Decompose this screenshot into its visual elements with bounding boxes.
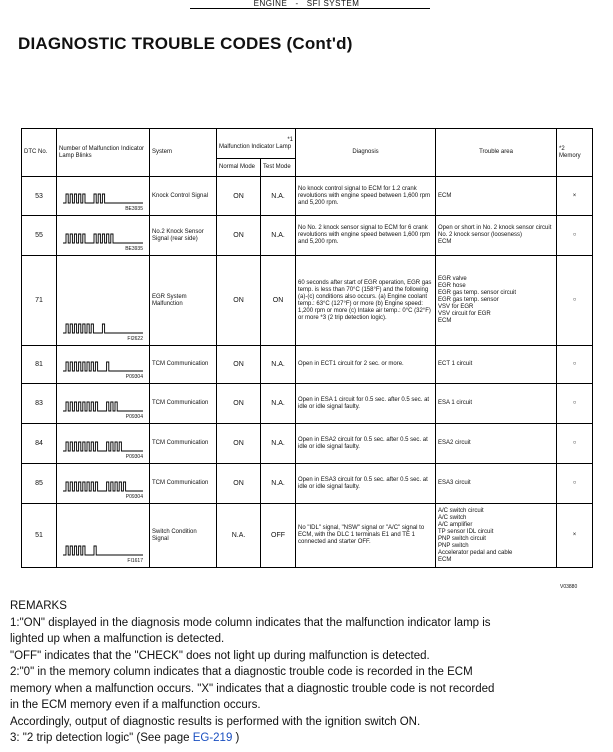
trouble-item: TP sensor IDL circuit	[438, 528, 494, 535]
header-normal: Normal Mode	[217, 159, 261, 177]
memory-cell: ×	[557, 177, 593, 216]
trouble-cell	[436, 504, 557, 568]
fig-code: P09304	[125, 413, 143, 420]
remarks-line-1: 1:"ON" displayed in the diagnosis mode column indicates that the malfunction indicator lamp is	[10, 616, 491, 629]
normal-mode-cell: ON	[217, 346, 261, 384]
blink-cell	[57, 424, 150, 464]
header-mil-label: Malfunction Indicator Lamp	[219, 143, 292, 150]
trouble-item: Accelerator pedal and cable	[438, 549, 513, 556]
blink-cell	[57, 384, 150, 424]
trouble-item: PNP switch circuit	[438, 535, 486, 542]
remarks-line-7: Accordingly, output of diagnostic results is performed with the ignition switch ON.	[10, 715, 421, 728]
fig-code: P09304	[125, 373, 143, 380]
page-link-eg219[interactable]: EG-219	[192, 732, 233, 744]
dtc-code: 53	[22, 177, 57, 216]
trouble-item: PNP switch	[438, 542, 469, 549]
memory-cell: ○	[557, 346, 593, 384]
normal-mode-cell: ON	[217, 464, 261, 504]
table-row	[22, 346, 593, 384]
fig-code: BE3935	[125, 245, 143, 252]
test-mode-cell: N.A.	[261, 424, 296, 464]
memory-cell: ×	[557, 504, 593, 568]
trouble-item: ESA2 circuit	[438, 440, 471, 446]
trouble-item: Open or short in No. 2 knock sensor circuit	[438, 225, 552, 231]
test-mode-cell: N.A.	[261, 464, 296, 504]
trouble-item: EGR gas temp. sensor	[438, 297, 499, 303]
header-trouble: Trouble area	[436, 129, 557, 177]
diagnosis-cell: No knock control signal to ECM for 1.2 crank revolutions with engine speed between 1,600 rpm and 5,200 rpm.	[296, 177, 436, 216]
trouble-cell	[436, 424, 557, 464]
system-cell: TCM Communication	[150, 464, 217, 504]
trouble-item: A/C switch	[438, 514, 467, 521]
memory-cell: ○	[557, 384, 593, 424]
system-cell: No.2 Knock Sensor Signal (rear side)	[150, 216, 217, 256]
blink-pattern-icon	[63, 507, 143, 565]
header-mil	[217, 129, 296, 159]
blink-cell	[57, 256, 150, 346]
header-text: ENGINE - SFI SYSTEM	[253, 0, 360, 8]
system-cell: TCM Communication	[150, 424, 217, 464]
remarks-line-3: "OFF" indicates that the "CHECK" does not light up during malfunction is detected.	[10, 649, 430, 662]
trouble-item: EGR gas temp. sensor circuit	[438, 290, 517, 296]
remarks-line-8	[10, 730, 605, 747]
system-cell: Knock Control Signal	[150, 177, 217, 216]
trouble-cell	[436, 384, 557, 424]
header-test: Test Mode	[261, 159, 296, 177]
dtc-code: 71	[22, 256, 57, 346]
header-memory	[557, 129, 593, 177]
trouble-item: VSV circuit for EGR	[438, 311, 491, 317]
figure-code: V03880	[560, 584, 578, 590]
diagnosis-cell: Open in ESA3 circuit for 0.5 sec. after 0.5 sec. at idle or idle signal faulty.	[296, 464, 436, 504]
normal-mode-cell: ON	[217, 216, 261, 256]
table-row	[22, 504, 593, 568]
fig-code: BE3935	[125, 205, 143, 212]
header-blinks: Number of Malfunction Indicator Lamp Blinks	[57, 129, 150, 177]
table-row	[22, 216, 593, 256]
test-mode-cell: N.A.	[261, 177, 296, 216]
normal-mode-cell: ON	[217, 384, 261, 424]
dtc-table	[21, 128, 593, 568]
memory-cell: ○	[557, 216, 593, 256]
header-memory-note: *2	[559, 145, 565, 152]
normal-mode-cell: ON	[217, 424, 261, 464]
remarks-line-8-suffix: )	[232, 732, 240, 744]
trouble-cell	[436, 216, 557, 256]
table-row	[22, 177, 593, 216]
trouble-item: ESA 1 circuit	[438, 400, 473, 406]
blink-cell	[57, 346, 150, 384]
normal-mode-cell: N.A.	[217, 504, 261, 568]
trouble-cell	[436, 346, 557, 384]
diagnosis-cell: No "IDL" signal, "NSW" signal or "A/C" signal to ECM, with the DLC 1 terminals E1 and TE 1 connected and starter OFF.	[296, 504, 436, 568]
table-row	[22, 424, 593, 464]
dtc-code: 55	[22, 216, 57, 256]
page-header	[0, 0, 613, 9]
dtc-code: 84	[22, 424, 57, 464]
test-mode-cell: N.A.	[261, 346, 296, 384]
header-system: System	[150, 129, 217, 177]
trouble-item: EGR hose	[438, 283, 466, 289]
remarks-line-6: in the ECM memory even if a malfunction occurs.	[10, 699, 261, 711]
remarks-line-5: memory when a malfunction occurs. "X" indicates that a diagnostic trouble code is not recorded	[10, 682, 495, 695]
system-cell: TCM Communication	[150, 346, 217, 384]
page-title: DIAGNOSTIC TROUBLE CODES (Cont'd)	[18, 34, 353, 53]
dtc-code: 51	[22, 504, 57, 568]
remarks	[10, 598, 605, 747]
diagnosis-cell: No No. 2 knock sensor signal to ECM for 6 crank revolutions with engine speed between 1,600 rpm and 5,200 rpm.	[296, 216, 436, 256]
remarks-heading: REMARKS	[10, 600, 67, 612]
header-memory-label: Memory	[559, 152, 581, 159]
remarks-line-4: 2:"0" in the memory column indicates that a diagnostic trouble code is recorded in the ECM	[10, 666, 473, 678]
blink-cell	[57, 177, 150, 216]
remarks-line-8-prefix: 3: "2 trip detection logic" (See page	[10, 732, 193, 744]
blink-pattern-icon	[63, 259, 143, 343]
trouble-item: ECM	[438, 239, 452, 245]
trouble-cell	[436, 464, 557, 504]
dtc-code: 83	[22, 384, 57, 424]
fig-code: P09304	[125, 493, 143, 500]
diagnosis-cell: Open in ESA 1 circuit for 0.5 sec. after 0.5 sec. at idle or idle signal faulty.	[296, 384, 436, 424]
fig-code: FI1617	[127, 557, 143, 564]
trouble-item: VSV for EGR	[438, 304, 474, 310]
blink-cell	[57, 464, 150, 504]
table-row	[22, 256, 593, 346]
normal-mode-cell: ON	[217, 177, 261, 216]
system-cell: TCM Communication	[150, 384, 217, 424]
header-mil-note: *1	[287, 136, 294, 143]
blink-cell	[57, 216, 150, 256]
normal-mode-cell: ON	[217, 256, 261, 346]
trouble-item: ECM	[438, 192, 452, 199]
diagnosis-cell: Open in ESA2 circuit for 0.5 sec. after 0.5 sec. at idle or idle signal faulty.	[296, 424, 436, 464]
trouble-item: A/C switch circuit	[438, 507, 484, 514]
dtc-code: 85	[22, 464, 57, 504]
trouble-cell	[436, 177, 557, 216]
system-cell: EGR System Malfunction	[150, 256, 217, 346]
table-row	[22, 464, 593, 504]
header-diagnosis: Diagnosis	[296, 129, 436, 177]
test-mode-cell: ON	[261, 256, 296, 346]
trouble-item: EGR valve	[438, 276, 467, 282]
test-mode-cell: N.A.	[261, 384, 296, 424]
memory-cell: ○	[557, 424, 593, 464]
blink-cell	[57, 504, 150, 568]
dtc-code: 81	[22, 346, 57, 384]
system-cell: Switch Condition Signal	[150, 504, 217, 568]
trouble-item: ECT 1 circuit	[438, 361, 473, 367]
fig-code: P09304	[125, 453, 143, 460]
test-mode-cell: OFF	[261, 504, 296, 568]
diagnosis-cell: Open in ECT1 circuit for 2 sec. or more.	[296, 346, 436, 384]
memory-cell: ○	[557, 256, 593, 346]
trouble-item: ESA3 circuit	[438, 480, 471, 486]
trouble-cell	[436, 256, 557, 346]
trouble-item: No. 2 knock sensor (looseness)	[438, 232, 523, 238]
table-row	[22, 384, 593, 424]
trouble-item: ECM	[438, 318, 452, 324]
header-dtc-no: DTC No.	[22, 129, 57, 177]
memory-cell: ○	[557, 464, 593, 504]
remarks-line-2: lighted up when a malfunction is detected.	[10, 633, 225, 645]
fig-code: FI2622	[127, 335, 143, 342]
trouble-item: ECM	[438, 556, 452, 563]
test-mode-cell: N.A.	[261, 216, 296, 256]
trouble-item: A/C amplifier	[438, 521, 473, 528]
diagnosis-cell: 60 seconds after start of EGR operation, EGR gas temp. is less than 70°C (158°F) and the following (a)-(c) conditions also occurs. (a) Engine coolant temp.: 63°C (127°F) or more (b) Engine speed: 1,200 rpm or more (c) Intake air temp.: 0°C (32°F) or more *3 (2 trip detection logic).	[296, 256, 436, 346]
